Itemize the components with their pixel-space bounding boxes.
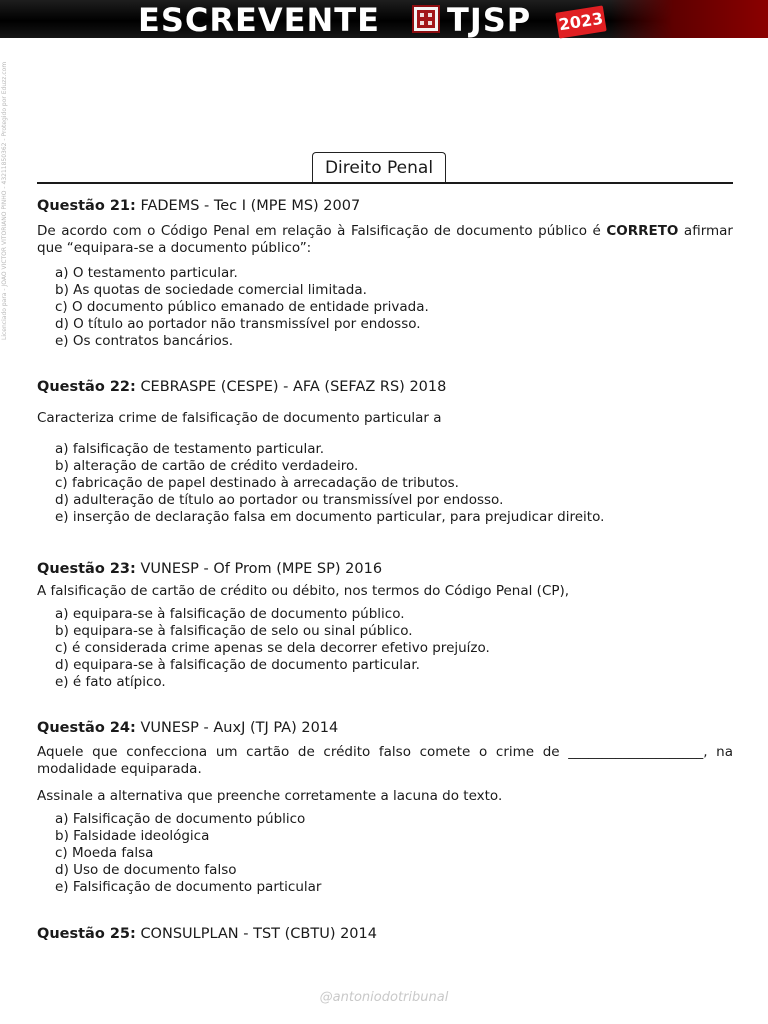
option-d[interactable]: d) O título ao portador não transmissível por endosso. xyxy=(55,316,421,332)
question-instruction: Assinale a alternativa que preenche corretamente a lacuna do texto. xyxy=(37,788,503,804)
question-number: Questão 25: xyxy=(37,926,136,942)
option-a[interactable]: a) equipara-se à falsificação de documento público. xyxy=(55,606,405,622)
banner-title-right: TJSP xyxy=(447,1,532,39)
question-22 xyxy=(37,377,733,526)
question-number: Questão 24: xyxy=(37,720,136,736)
question-source: CEBRASPE (CESPE) - AFA (SEFAZ RS) 2018 xyxy=(140,379,447,395)
header-banner xyxy=(0,0,768,38)
option-b[interactable]: b) alteração de cartão de crédito verdadeiro. xyxy=(55,458,359,474)
statement-keyword: CORRETO xyxy=(606,223,679,239)
question-23 xyxy=(37,559,733,691)
banner-title-left: ESCREVENTE xyxy=(138,1,380,39)
statement-text: afirmar que “equipara-se a documento público”: xyxy=(37,223,733,256)
question-statement xyxy=(37,223,733,257)
question-header xyxy=(37,559,733,579)
option-d[interactable]: d) equipara-se à falsificação de documento particular. xyxy=(55,657,420,673)
question-header xyxy=(37,196,733,216)
question-number: Questão 23: xyxy=(37,561,136,577)
option-e[interactable]: e) é fato atípico. xyxy=(55,674,166,690)
license-side-note: Licenciado para - JOÃO VICTOR VITORIANO PINHO - 43211850362 - Protegido por Eduzz.com xyxy=(1,61,8,340)
question-header xyxy=(37,924,733,944)
section-divider xyxy=(37,182,733,184)
question-number: Questão 22: xyxy=(37,379,136,395)
question-statement: Aquele que confecciona um cartão de crédito falso comete o crime de ____________________, na modalidade equiparada. xyxy=(37,744,733,777)
question-source: FADEMS - Tec I (MPE MS) 2007 xyxy=(140,198,361,214)
option-e[interactable]: e) Os contratos bancários. xyxy=(55,333,234,349)
option-c[interactable]: c) é considerada crime apenas se dela decorrer efetivo prejuízo. xyxy=(55,640,490,656)
option-e[interactable]: e) inserção de declaração falsa em documento particular, para prejudicar direito. xyxy=(55,509,605,525)
question-source: VUNESP - AuxJ (TJ PA) 2014 xyxy=(140,720,339,736)
tjsp-emblem-icon xyxy=(412,5,440,33)
question-statement: A falsificação de cartão de crédito ou débito, nos termos do Código Penal (CP), xyxy=(37,583,570,599)
option-b[interactable]: b) Falsidade ideológica xyxy=(55,828,210,844)
question-number: Questão 21: xyxy=(37,198,136,214)
year-badge: 2023 xyxy=(555,5,606,38)
option-c[interactable]: c) O documento público emanado de entidade privada. xyxy=(55,299,429,315)
question-24 xyxy=(37,718,733,896)
question-source: CONSULPLAN - TST (CBTU) 2014 xyxy=(140,926,377,942)
footer-watermark: @antoniodotribunal xyxy=(319,990,449,1005)
option-list xyxy=(37,265,733,350)
option-d[interactable]: d) Uso de documento falso xyxy=(55,862,237,878)
option-list xyxy=(37,811,733,896)
option-c[interactable]: c) fabricação de papel destinado à arrecadação de tributos. xyxy=(55,475,459,491)
option-list xyxy=(37,441,733,526)
option-a[interactable]: a) O testamento particular. xyxy=(55,265,238,281)
question-21 xyxy=(37,196,733,350)
option-c[interactable]: c) Moeda falsa xyxy=(55,845,154,861)
statement-text: De acordo com o Código Penal em relação à Falsificação de documento público é xyxy=(37,223,601,239)
section-title: Direito Penal xyxy=(312,152,446,182)
banner-red-gradient xyxy=(610,0,768,38)
option-b[interactable]: b) equipara-se à falsificação de selo ou sinal público. xyxy=(55,623,413,639)
question-header xyxy=(37,718,733,738)
option-b[interactable]: b) As quotas de sociedade comercial limitada. xyxy=(55,282,367,298)
question-statement: Caracteriza crime de falsificação de documento particular a xyxy=(37,410,442,426)
option-e[interactable]: e) Falsificação de documento particular xyxy=(55,879,322,895)
question-source: VUNESP - Of Prom (MPE SP) 2016 xyxy=(140,561,383,577)
option-d[interactable]: d) adulteração de título ao portador ou transmissível por endosso. xyxy=(55,492,504,508)
option-a[interactable]: a) falsificação de testamento particular. xyxy=(55,441,325,457)
question-list xyxy=(37,196,733,944)
question-header xyxy=(37,377,733,397)
option-a[interactable]: a) Falsificação de documento público xyxy=(55,811,306,827)
option-list xyxy=(37,606,733,691)
question-25 xyxy=(37,924,733,944)
